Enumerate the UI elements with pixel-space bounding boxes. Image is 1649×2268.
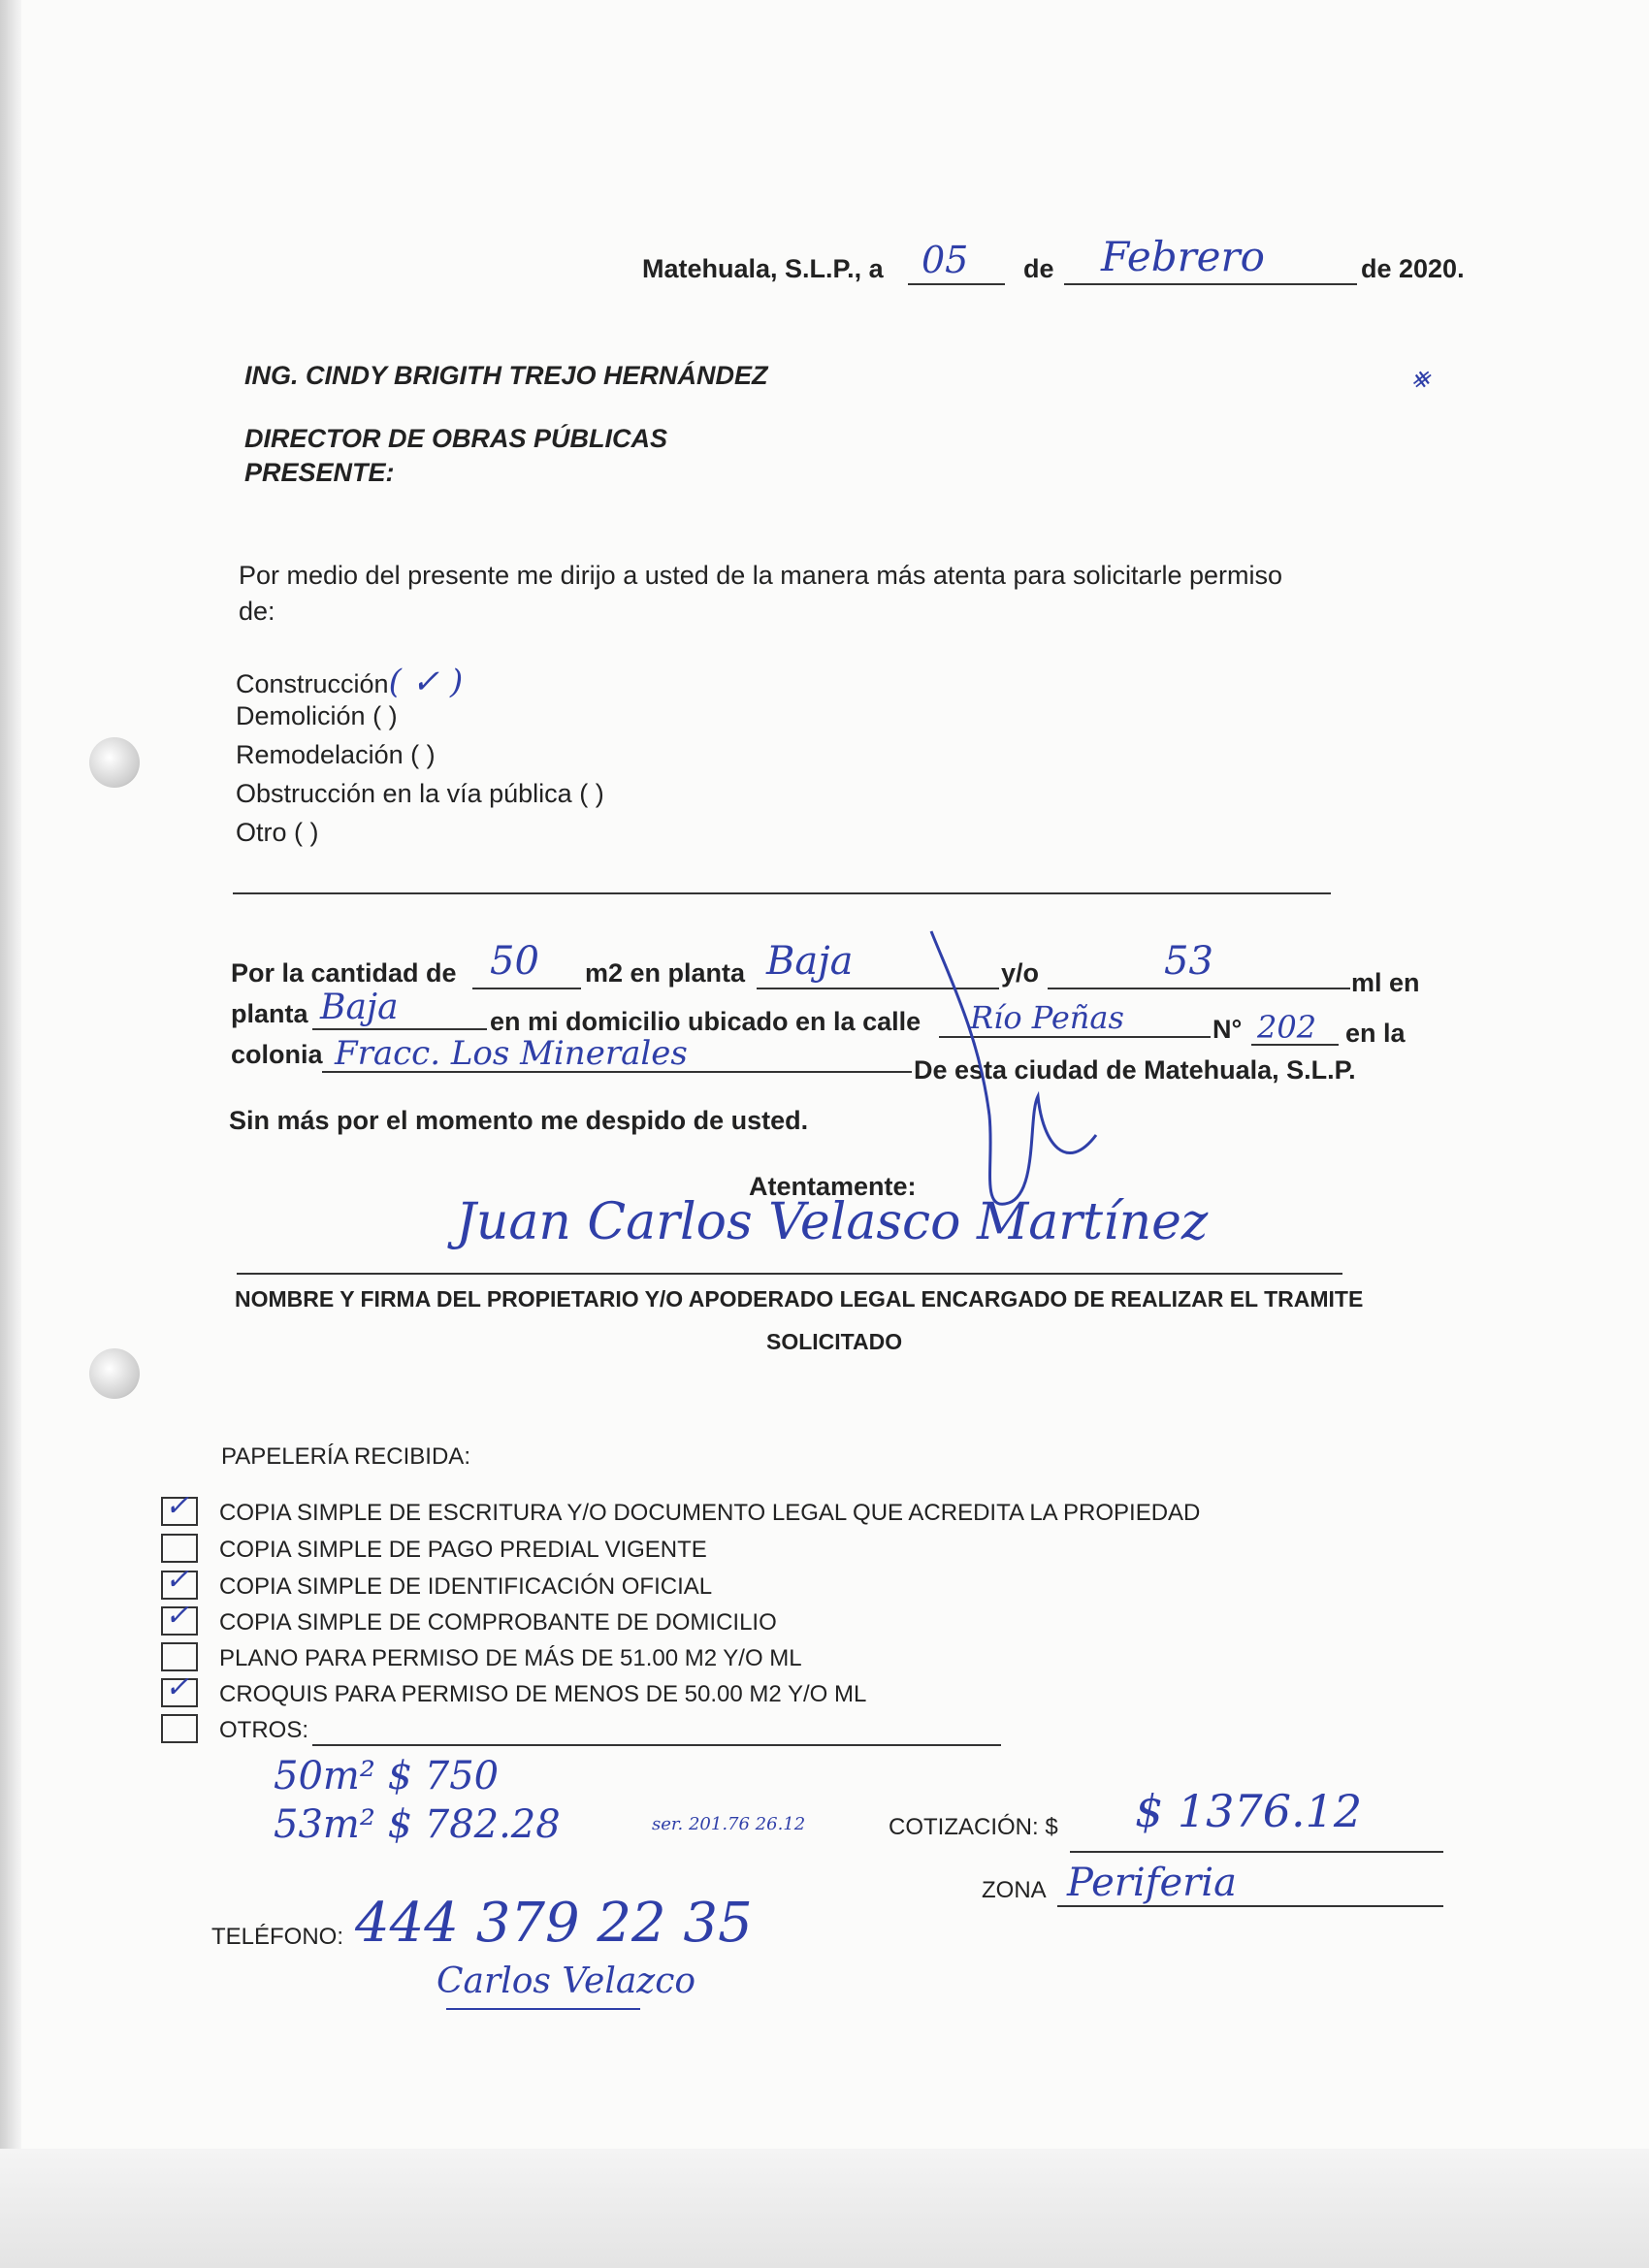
intro-line-1: Por medio del presente me dirijo a usted de la manera más atenta para solicitarle permiso xyxy=(239,561,1283,590)
punch-hole-bottom xyxy=(89,1348,140,1399)
planta1-value: Baja xyxy=(766,939,854,984)
option-construccion: Construcción( ✓ ) xyxy=(236,663,464,701)
date-year: de 2020. xyxy=(1361,254,1465,283)
ciudad-label: De esta ciudad de Matehuala, S.L.P. xyxy=(914,1055,1356,1085)
option-otro: Otro ( ) xyxy=(236,818,319,847)
en-la-label: en la xyxy=(1345,1019,1406,1048)
planta-label: planta xyxy=(231,999,308,1028)
zona-label: ZONA xyxy=(982,1877,1047,1903)
zona-value: Periferia xyxy=(1067,1861,1237,1905)
m2-value: 50 xyxy=(490,939,539,984)
papeleria-escritura: COPIA SIMPLE DE ESCRITURA Y/O DOCUMENTO LEGAL QUE ACREDITA LA PROPIEDAD xyxy=(219,1500,1201,1526)
no-value: 202 xyxy=(1257,1009,1317,1046)
planta2-value: Baja xyxy=(320,988,399,1027)
domicilio-label: en mi domicilio ubicado en la calle xyxy=(490,1007,922,1036)
checkbox-predial[interactable] xyxy=(161,1534,198,1563)
addressee-title: DIRECTOR DE OBRAS PÚBLICAS xyxy=(244,424,668,453)
otros-line xyxy=(312,1744,1001,1746)
ml-label: ml en xyxy=(1351,968,1420,997)
scan-bottom-shadow xyxy=(0,2149,1649,2268)
checkbox-identificacion[interactable]: ✓ xyxy=(161,1571,198,1600)
firma-label-2: SOLICITADO xyxy=(766,1329,903,1354)
initials-mark: ⨳ xyxy=(1411,361,1430,395)
papeleria-croquis: CROQUIS PARA PERMISO DE MENOS DE 50.00 M2 Y/O ML xyxy=(219,1681,867,1707)
note-line-2-small: ser. 201.76 26.12 xyxy=(652,1814,806,1834)
papeleria-identificacion: COPIA SIMPLE DE IDENTIFICACIÓN OFICIAL xyxy=(219,1573,713,1600)
punch-hole-top xyxy=(89,737,140,788)
m2-line xyxy=(472,988,581,989)
checkbox-plano[interactable] xyxy=(161,1642,198,1671)
addressee-name: ING. CINDY BRIGITH TREJO HERNÁNDEZ xyxy=(244,361,768,390)
telefono-value: 444 379 22 35 xyxy=(355,1892,753,1955)
date-de-label: de xyxy=(1023,254,1054,283)
day-line xyxy=(908,283,1005,285)
option-remodelacion: Remodelación ( ) xyxy=(236,740,436,769)
zona-line xyxy=(1057,1905,1443,1907)
scan-edge-shadow xyxy=(0,0,21,2268)
presente-label: PRESENTE: xyxy=(244,458,395,487)
colonia-value: Fracc. Los Minerales xyxy=(335,1034,688,1073)
otro-specify-line xyxy=(233,892,1331,894)
papeleria-domicilio: COPIA SIMPLE DE COMPROBANTE DE DOMICILIO xyxy=(219,1609,777,1636)
intro-line-2: de: xyxy=(239,597,275,626)
checkbox-domicilio[interactable]: ✓ xyxy=(161,1606,198,1636)
note-line-1: 50m² $ 750 xyxy=(274,1754,500,1798)
papeleria-plano: PLANO PARA PERMISO DE MÁS DE 51.00 M2 Y/O ML xyxy=(219,1645,802,1671)
option-demolicion: Demolición ( ) xyxy=(236,701,398,730)
option-obstruccion: Obstrucción en la vía pública ( ) xyxy=(236,779,604,808)
signature-name: Juan Carlos Velasco Martínez xyxy=(456,1193,1209,1251)
month-line xyxy=(1064,283,1357,285)
colonia-label: colonia xyxy=(231,1040,323,1069)
telefono-contact: Carlos Velazco xyxy=(436,1961,696,2001)
date-place-prefix: Matehuala, S.L.P., a xyxy=(642,254,884,283)
atentamente-label: Atentamente: xyxy=(749,1172,917,1201)
no-label: N° xyxy=(1212,1015,1243,1044)
calle-value: Río Peñas xyxy=(970,999,1124,1036)
contact-underline xyxy=(446,2008,640,2010)
ml-value: 53 xyxy=(1164,939,1213,984)
cotizacion-label: COTIZACIÓN: $ xyxy=(889,1814,1058,1840)
firma-label-1: NOMBRE Y FIRMA DEL PROPIETARIO Y/O APODERADO LEGAL ENCARGADO DE REALIZAR EL TRAMITE xyxy=(235,1286,1364,1312)
checkbox-croquis[interactable]: ✓ xyxy=(161,1678,198,1707)
papeleria-predial: COPIA SIMPLE DE PAGO PREDIAL VIGENTE xyxy=(219,1537,707,1563)
sin-mas-label: Sin más por el momento me despido de usted. xyxy=(229,1106,809,1135)
note-line-2: 53m² $ 782.28 xyxy=(274,1802,561,1847)
planta2-line xyxy=(312,1028,487,1030)
checkbox-escritura[interactable]: ✓ xyxy=(161,1497,198,1526)
cotizacion-line xyxy=(1070,1851,1443,1853)
signature-line xyxy=(237,1273,1342,1275)
cotizacion-value: $ 1376.12 xyxy=(1135,1785,1363,1837)
papeleria-otros: OTROS: xyxy=(219,1717,309,1743)
checkbox-otros[interactable] xyxy=(161,1714,198,1743)
cantidad-label: Por la cantidad de xyxy=(231,958,457,988)
yo-label: y/o xyxy=(1001,958,1040,988)
date-day: 05 xyxy=(922,239,969,281)
m2-label: m2 en planta xyxy=(585,958,746,988)
papeleria-title: PAPELERÍA RECIBIDA: xyxy=(221,1443,470,1470)
date-month: Febrero xyxy=(1101,233,1265,280)
telefono-label: TELÉFONO: xyxy=(211,1924,344,1950)
